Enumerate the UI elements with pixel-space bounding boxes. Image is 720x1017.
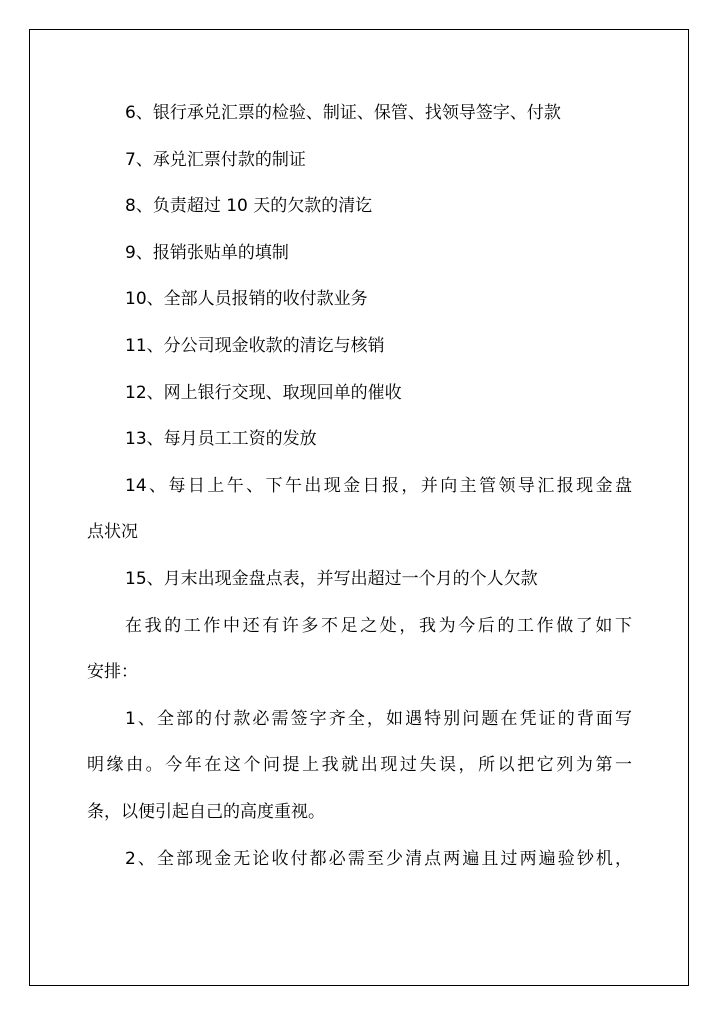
text-line: 9、报销张贴单的填制	[125, 242, 289, 263]
text-line: 明缘由。今年在这个问提上我就出现过失误，所以把它列为第一	[87, 755, 632, 776]
text-line: 10、全部人员报销的收付款业务	[125, 289, 368, 310]
text-line: 在我的工作中还有许多不足之处，我为今后的工作做了如下	[125, 615, 632, 636]
text-line: 14、每日上午、下午出现金日报，并向主管领导汇报现金盘	[125, 475, 632, 496]
text-line: 条，以便引起自己的高度重视。	[87, 801, 325, 822]
text-line: 2、全部现金无论收付都必需至少清点两遍且过两遍验钞机，	[125, 848, 632, 869]
text-line: 1、全部的付款必需签字齐全，如遇特别问题在凭证的背面写	[125, 708, 632, 729]
text-line: 6、银行承兑汇票的检验、制证、保管、找领导签字、付款	[125, 103, 561, 123]
text-line: 12、网上银行交现、取现回单的催收	[125, 382, 402, 403]
text-line: 11、分公司现金收款的清讫与核销	[125, 335, 385, 356]
text-line: 7、承兑汇票付款的制证	[125, 149, 306, 170]
document-body	[87, 90, 632, 882]
text-line: 13、每月员工工资的发放	[125, 429, 317, 450]
text-line: 安排：	[87, 662, 138, 683]
text-line: 15、月末出现金盘点表，并写出超过一个月的个人欠款	[125, 568, 538, 589]
text-line: 点状况	[87, 522, 138, 543]
text-line: 8、负责超过 10 天的欠款的清讫	[125, 196, 373, 217]
